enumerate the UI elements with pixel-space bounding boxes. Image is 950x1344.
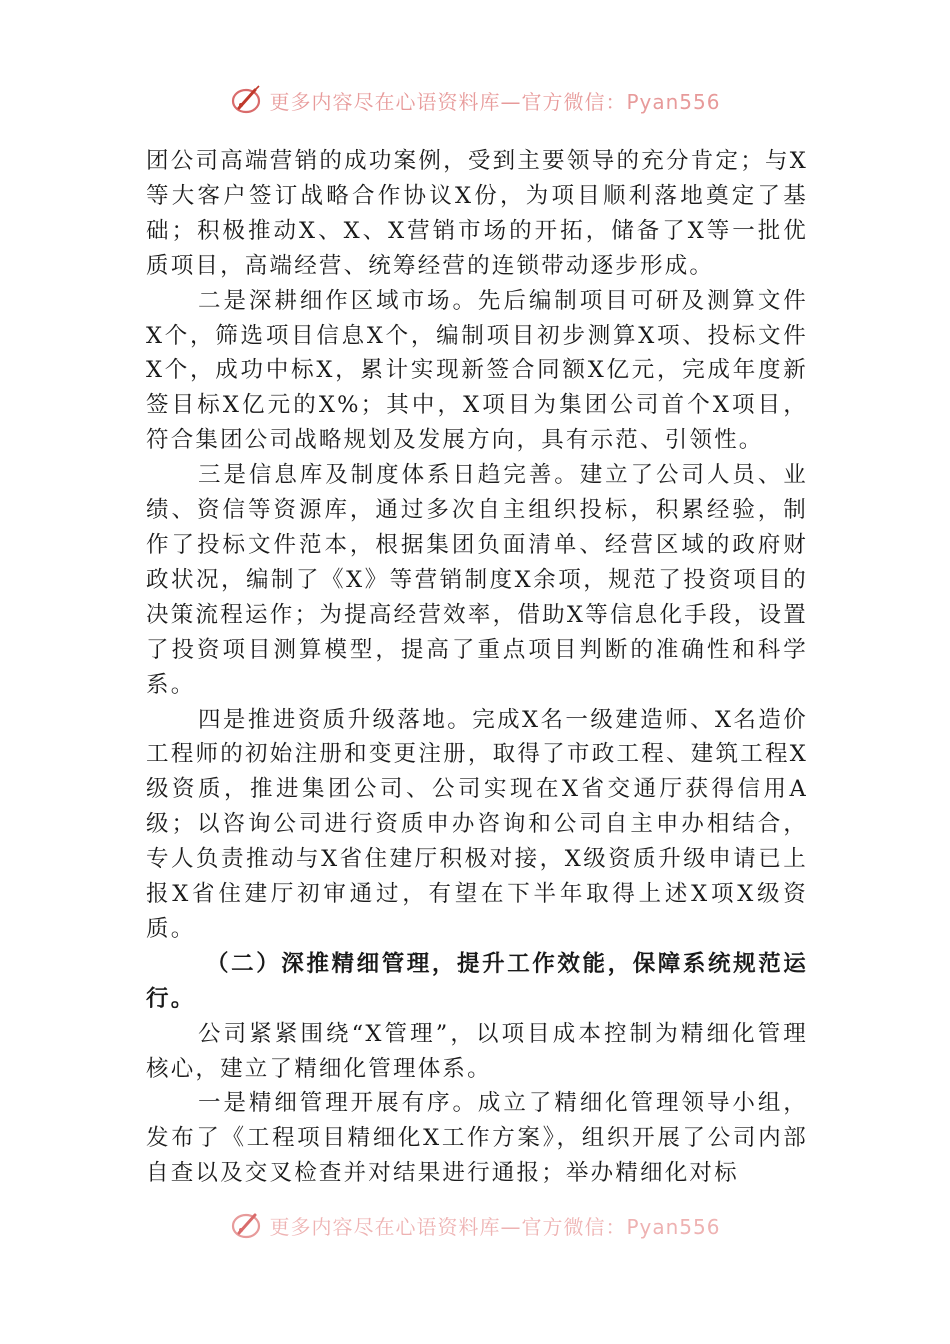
watermark-bottom [0, 1207, 950, 1243]
watermark-text: 更多内容尽在心语资料库—官方微信：Pyan556 [269, 1214, 721, 1239]
paragraph-point-three: 三是信息库及制度体系日趋完善。建立了公司人员、业绩、资信等资源库，通过多次自主组织投标，积累经验，制作了投标文件范本，根据集团负面清单、经营区域的政府财政状况，编制了《X》等营销制度X余项，规范了投资项目的决策流程运作；为提高经营效率，借助X等信息化手段，设置了投资项目测算模型，提高了重点项目判断的准确性和科学系。 [146, 462, 808, 698]
pen-logo-icon [229, 82, 265, 118]
paragraph-point-four: 四是推进资质升级落地。完成X名一级建造师、X名造价工程师的初始注册和变更注册，取得了市政工程、建筑工程X级资质，推进集团公司、公司实现在X省交通厅获得信用A级；以咨询公司进行资质申办咨询和公司自主申办相结合，专人负责推动与X省住建厅积极对接，X级资质升级申请已上报X省住建厅初审通过，有望在下半年取得上述X项X级资质。 [146, 706, 808, 942]
document-body [146, 144, 808, 1191]
paragraph-continuation: 团公司高端营销的成功案例，受到主要领导的充分肯定；与X等大客户签订战略合作协议X份，为项目顺利落地奠定了基础；积极推动X、X、X营销市场的开拓，储备了X等一批优质项目，高端经营、统筹经营的连锁带动逐步形成。 [146, 148, 808, 279]
section-heading: （二）深推精细管理，提升工作效能，保障系统规范运行。 [146, 950, 808, 1012]
watermark-text: 更多内容尽在心语资料库—官方微信：Pyan556 [269, 89, 721, 114]
paragraph-point-one: 一是精细管理开展有序。成立了精细化管理领导小组，发布了《工程项目精细化X工作方案》，组织开展了公司内部自查以及交叉检查并对结果进行通报；举办精细化对标 [146, 1090, 808, 1187]
paragraph-point-two: 二是深耕细作区域市场。先后编制项目可研及测算文件X个，筛选项目信息X个，编制项目初步测算X项、投标文件X个，成功中标X，累计实现新签合同额X亿元，完成年度新签目标X亿元的X%；其中，X项目为集团公司首个X项目，符合集团公司战略规划及发展方向，具有示范、引领性。 [146, 287, 808, 454]
watermark-top [0, 82, 950, 118]
pen-logo-icon [229, 1207, 265, 1243]
paragraph-section-intro: 公司紧紧围绕“X管理”，以项目成本控制为精细化管理核心，建立了精细化管理体系。 [146, 1020, 808, 1082]
